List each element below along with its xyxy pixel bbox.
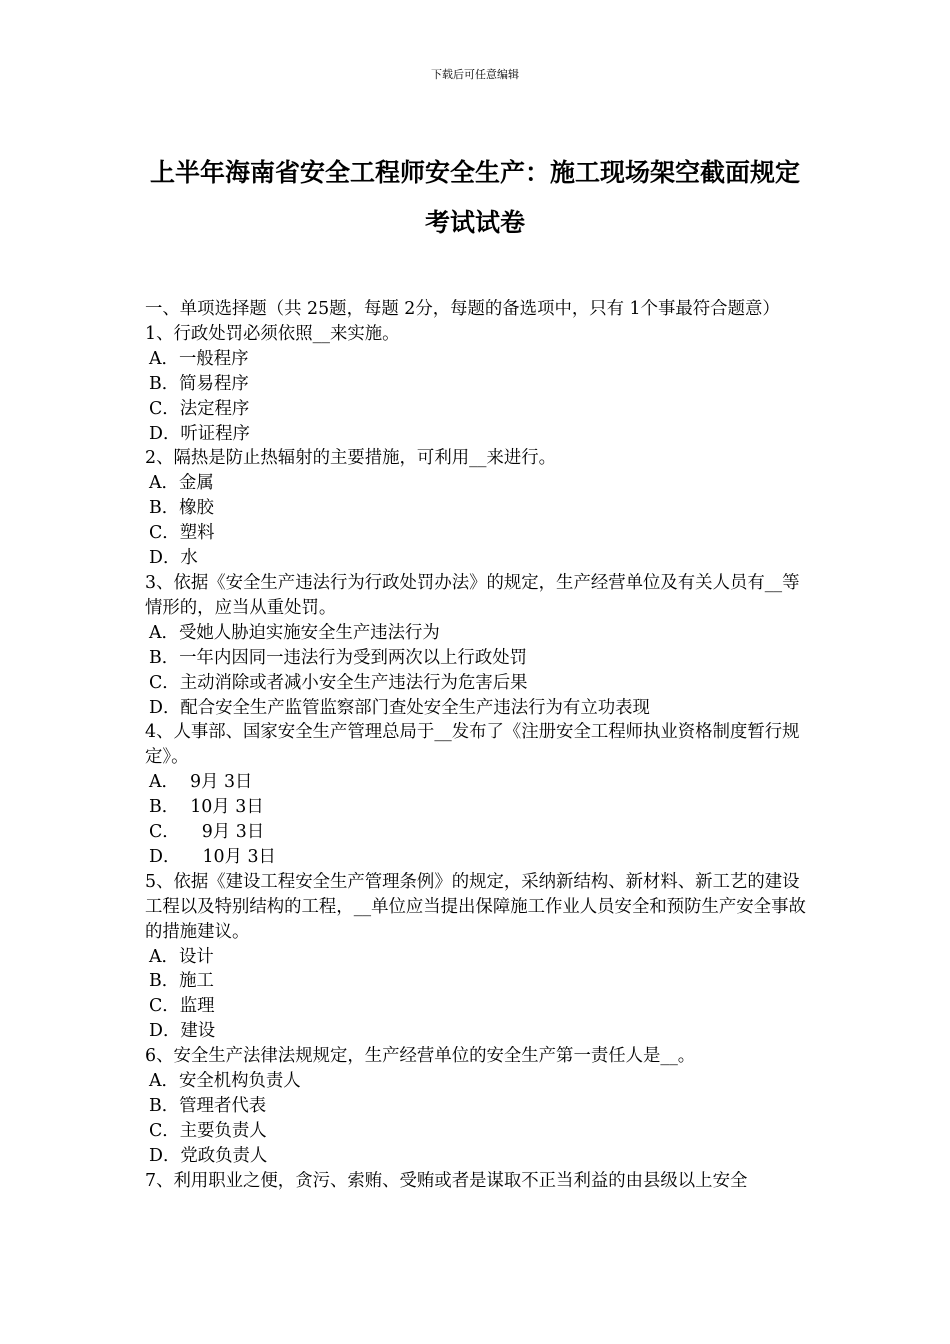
- option-a: A． 9月 3日: [149, 772, 253, 793]
- option-c: C．主动消除或者减小安全生产违法行为危害后果: [149, 672, 528, 693]
- option-b: B．管理者代表: [149, 1096, 267, 1116]
- question-stem: 1、行政处罚必须依照__来实施。: [145, 323, 400, 344]
- option-a: A．设计: [149, 946, 214, 967]
- option-b: B．施工: [149, 971, 214, 992]
- option-d: D． 10月 3日: [149, 846, 276, 867]
- option-b: B． 10月 3日: [149, 797, 264, 818]
- question-stem: 4、人事部、国家安全生产管理总局于__发布了《注册安全工程师执业资格制度暂行规定》。: [145, 722, 800, 768]
- option-d: D．水: [149, 548, 198, 569]
- question-7: [145, 1169, 807, 1194]
- option-a: A．安全机构负责人: [149, 1071, 301, 1092]
- question-1: [145, 322, 807, 447]
- option-b: B．橡胶: [149, 498, 214, 519]
- question-6: [145, 1044, 807, 1169]
- question-3: [145, 571, 807, 720]
- question-stem: 6、安全生产法律法规规定，生产经营单位的安全生产第一责任人是__。: [145, 1046, 696, 1067]
- question-2: [145, 446, 807, 571]
- option-d: D．建设: [149, 1021, 216, 1042]
- option-a: A．金属: [149, 473, 214, 494]
- question-stem: 5、依据《建设工程安全生产管理条例》的规定，采纳新结构、新材料、新工艺的建设工程以及特别结构的工程，__单位应当提出保障施工作业人员安全和预防生产安全事故的措施建议。: [145, 871, 806, 942]
- option-d: D．党政负责人: [149, 1145, 268, 1166]
- question-4: [145, 720, 807, 869]
- option-c: C．监理: [149, 996, 215, 1017]
- option-b: B．简易程序: [149, 373, 249, 394]
- question-stem: 3、依据《安全生产违法行为行政处罚办法》的规定，生产经营单位及有关人员有__等情形的，应当从重处罚。: [145, 572, 800, 618]
- question-5: [145, 870, 807, 1044]
- header-note: 下载后可任意编辑: [431, 68, 519, 81]
- option-c: C． 9月 3日: [149, 822, 265, 843]
- option-b: B．一年内因同一违法行为受到两次以上行政处罚: [149, 647, 527, 668]
- option-a: A．一般程序: [149, 348, 249, 369]
- option-c: C．塑料: [149, 523, 215, 544]
- document-title: 上半年海南省安全工程师安全生产：施工现场架空截面规定考试试卷: [149, 158, 800, 237]
- option-d: D．配合安全生产监管监察部门查处安全生产违法行为有立功表现: [149, 697, 650, 718]
- question-stem: 7、利用职业之便，贪污、索贿、受贿或者是谋取不正当利益的由县级以上安全: [145, 1170, 748, 1191]
- question-stem: 2、隔热是防止热辐射的主要措施，可利用__来进行。: [145, 448, 557, 469]
- option-c: C．法定程序: [149, 398, 250, 419]
- option-a: A．受她人胁迫实施安全生产违法行为: [149, 622, 440, 643]
- option-c: C．主要负责人: [149, 1120, 267, 1141]
- option-d: D．听证程序: [149, 423, 250, 444]
- exam-content: [145, 297, 807, 1194]
- section-heading: 一、单项选择题（共 25题，每题 2分，每题的备选项中，只有 1个事最符合题意）: [145, 299, 780, 319]
